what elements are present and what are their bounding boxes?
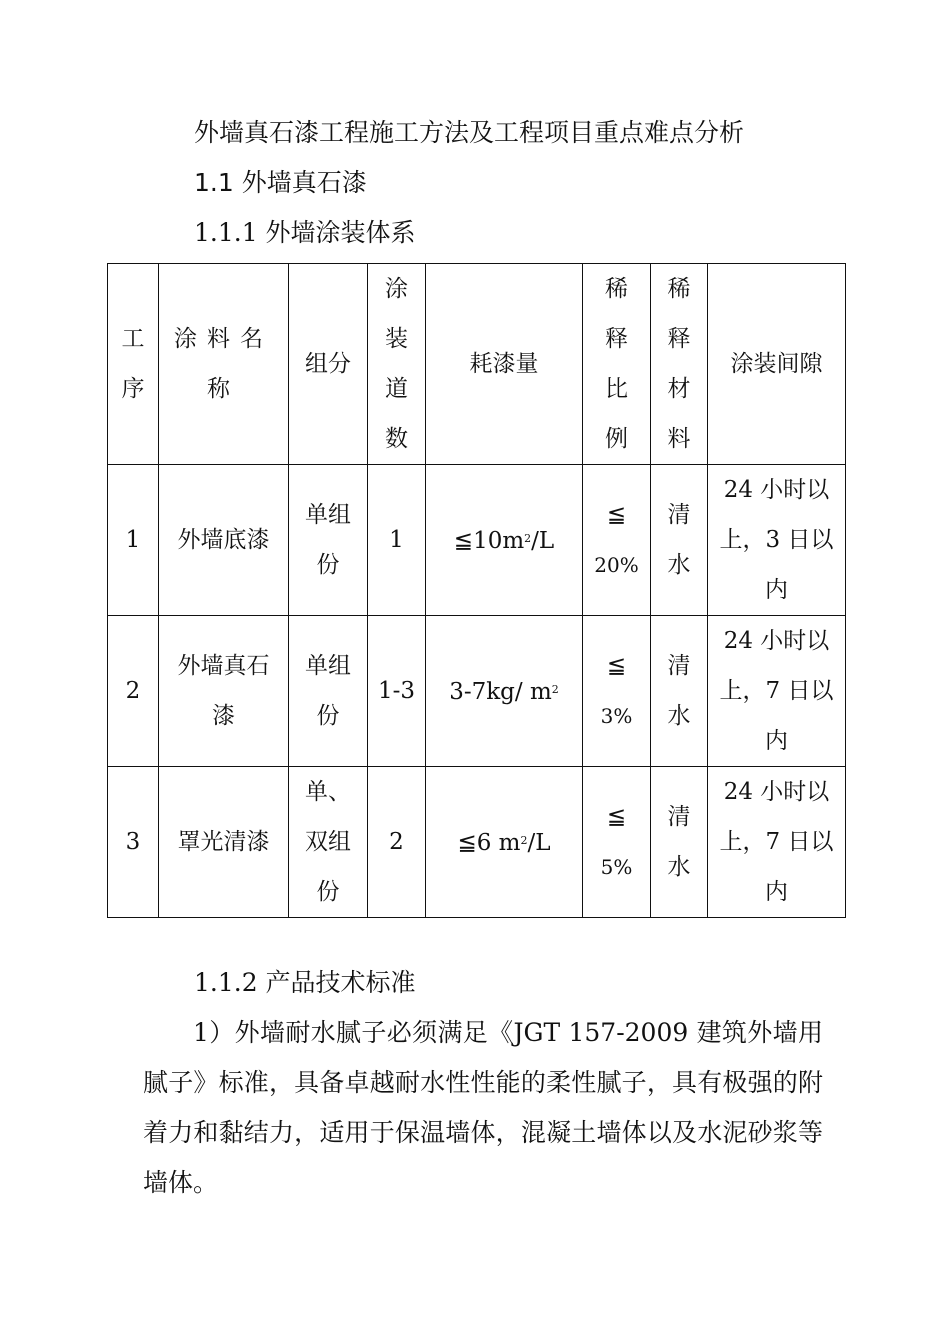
document-title: 外墙真石漆工程施工方法及工程项目重点难点分析 [194, 118, 745, 147]
header-interval: 涂装间隙 [708, 264, 846, 465]
table-row [108, 767, 846, 918]
cell-dilution-ratio: ≦ 5% [583, 767, 651, 918]
coating-system-table [107, 263, 846, 918]
section-heading-1-1: 1.1 外墙真石漆 [194, 168, 367, 197]
header-dilution-material: 稀释材料 [651, 264, 708, 465]
cell-coats: 1-3 [368, 616, 426, 767]
cell-dilution-ratio: ≦ 20% [583, 465, 651, 616]
cell-dilution-material: 清水 [651, 767, 708, 918]
header-consumption: 耗漆量 [426, 264, 583, 465]
header-dilution-ratio: 稀释比例 [583, 264, 651, 465]
cell-component: 单组份 [289, 465, 368, 616]
header-step: 工序 [108, 264, 159, 465]
cell-consumption: $≦10m^2/L$ [426, 465, 583, 616]
cell-interval: 24 小时以上，3 日以内 [708, 465, 846, 616]
cell-consumption: ≦6 $m^2/L$ [426, 767, 583, 918]
cell-interval: 24 小时以上，7 日以内 [708, 616, 846, 767]
cell-name: 外墙真石漆 [159, 616, 289, 767]
cell-coats: 2 [368, 767, 426, 918]
cell-interval: 24 小时以上，7 日以内 [708, 767, 846, 918]
cell-consumption: 3-7kg/ $m^2$ [426, 616, 583, 767]
cell-name: 外墙底漆 [159, 465, 289, 616]
table-row [108, 616, 846, 767]
cell-component: 单组份 [289, 616, 368, 767]
cell-coats: 1 [368, 465, 426, 616]
cell-component: 单、双组份 [289, 767, 368, 918]
section-heading-1-1-1: 1.1.1 外墙涂装体系 [194, 218, 416, 247]
table-row [108, 465, 846, 616]
cell-name: 罩光清漆 [159, 767, 289, 918]
header-coats: 涂装道数 [368, 264, 426, 465]
cell-step: 2 [108, 616, 159, 767]
cell-dilution-material: 清水 [651, 616, 708, 767]
cell-dilution-material: 清水 [651, 465, 708, 616]
cell-step: 3 [108, 767, 159, 918]
header-component: 组分 [289, 264, 368, 465]
cell-dilution-ratio: ≦ 3% [583, 616, 651, 767]
table-header-row [108, 264, 846, 465]
section-heading-1-1-2: 1.1.2 产品技术标准 [194, 968, 416, 997]
cell-step: 1 [108, 465, 159, 616]
header-name: 涂料名称 [159, 264, 289, 465]
paragraph-putty-standard: 1）外墙耐水腻子必须满足《JGT 157-2009 建筑外墙用腻子》标准，具备卓越耐水性性能的柔性腻子，具有极强的附着力和黏结力，适用于保温墙体，混凝土墙体以及水泥砂浆等墙体。 [143, 1018, 823, 1197]
